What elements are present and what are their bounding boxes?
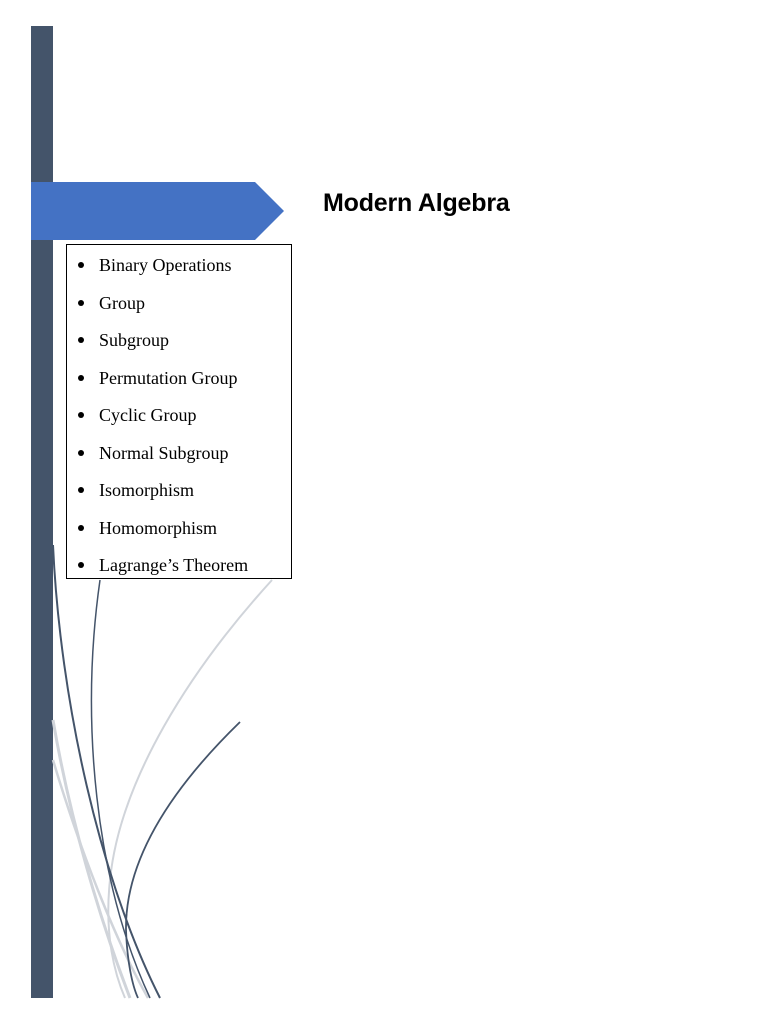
bullet-icon xyxy=(78,562,84,568)
topic-label: Homomorphism xyxy=(99,517,218,538)
list-item xyxy=(67,289,291,327)
bullet-icon xyxy=(78,525,84,531)
bullet-icon xyxy=(78,412,84,418)
bullet-icon xyxy=(78,262,84,268)
page-title: Modern Algebra xyxy=(323,189,510,217)
swirl-line-dark-3 xyxy=(126,722,240,998)
swirl-line-light-2 xyxy=(53,760,148,998)
topics-box xyxy=(66,244,292,579)
bullet-icon xyxy=(78,375,84,381)
list-item xyxy=(67,326,291,364)
swirl-line-light-1 xyxy=(53,720,130,998)
list-item xyxy=(67,551,291,589)
list-item xyxy=(67,401,291,439)
side-bar-decoration xyxy=(31,26,53,998)
topic-list xyxy=(67,251,291,589)
list-item xyxy=(67,251,291,289)
bullet-icon xyxy=(78,300,84,306)
topic-label: Group xyxy=(99,292,145,313)
topic-label: Normal Subgroup xyxy=(99,442,229,463)
bullet-icon xyxy=(78,337,84,343)
swirl-line-light-3 xyxy=(108,580,272,998)
list-item xyxy=(67,476,291,514)
list-item xyxy=(67,439,291,477)
topic-label: Binary Operations xyxy=(99,255,232,275)
swirl-line-dark-1 xyxy=(53,545,160,998)
topic-label: Isomorphism xyxy=(99,480,195,500)
list-item xyxy=(67,364,291,402)
bullet-icon xyxy=(78,487,84,493)
topic-label: Cyclic Group xyxy=(99,405,197,425)
topic-label: Subgroup xyxy=(99,330,170,350)
bullet-icon xyxy=(78,450,84,456)
topic-label: Permutation Group xyxy=(99,367,238,388)
topic-label: Lagrange’s Theorem xyxy=(99,555,249,575)
chevron-banner xyxy=(31,182,284,240)
list-item xyxy=(67,514,291,552)
swirl-line-dark-2 xyxy=(92,580,150,998)
